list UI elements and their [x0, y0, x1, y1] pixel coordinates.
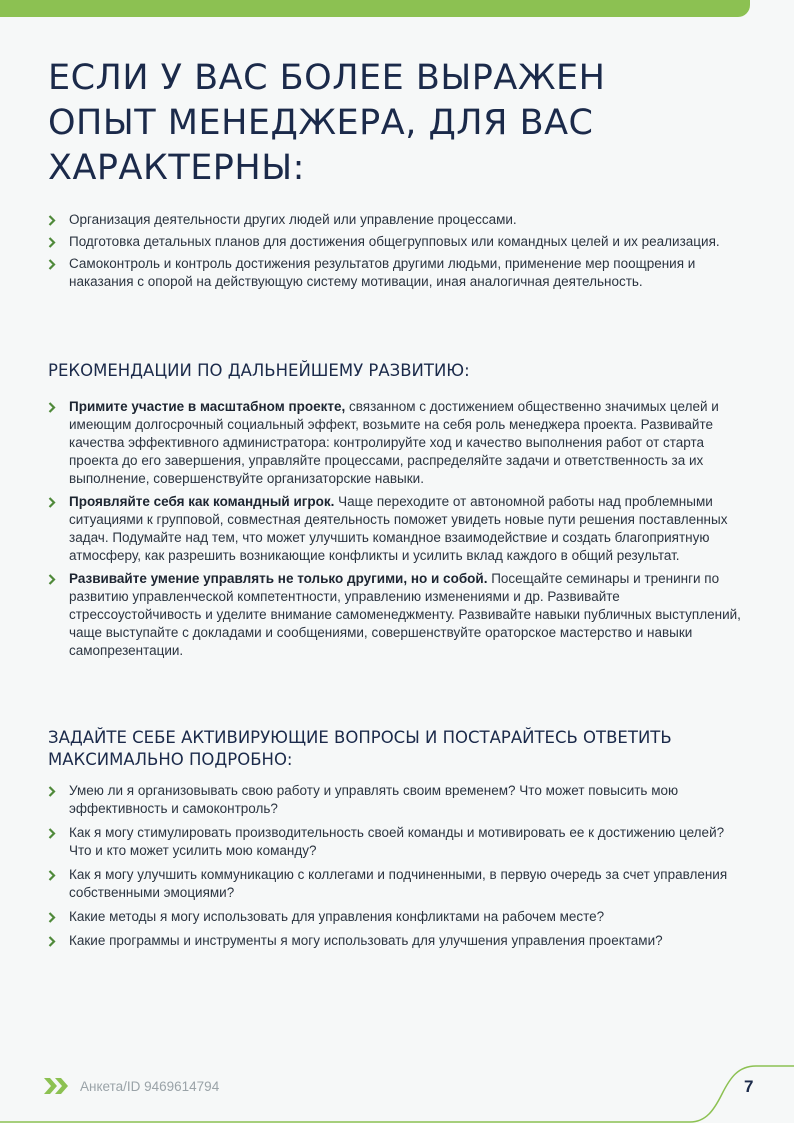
- chevron-right-icon: [48, 932, 58, 950]
- questions-heading: ЗАДАЙТЕ СЕБЕ АКТИВИРУЮЩИЕ ВОПРОСЫ И ПОСТАРАЙТЕСЬ ОТВЕТИТЬ МАКСИМАЛЬНО ПОДРОБНО:: [48, 728, 672, 769]
- recommendation-bold: Примите участие в масштабном проекте,: [69, 399, 346, 414]
- chevron-right-icon: [48, 233, 58, 251]
- list-item: [48, 493, 748, 565]
- chevron-right-icon: [48, 211, 58, 229]
- recommendation-text: связанном с достижением общественно значимых целей и имеющим долгосрочный социальный эффект, возьмите на себя роль менеджера проекта. Развивайте качества эффективного администратора: контролируйте ход и качество выполнения работ от старта проекта до его завершения, управляйте процессами, распределяйте задачи и ответственность за их выполнение, совершенствуйте организаторские навыки.: [69, 399, 719, 486]
- chevron-right-icon: [48, 908, 58, 926]
- page-number: 7: [744, 1077, 754, 1096]
- trait-text: Самоконтроль и контроль достижения результатов другими людьми, применение мер поощрения и наказания с опорой на действующую систему мотивации, иная аналогичная деятельность.: [69, 256, 696, 289]
- recommendation-bold: Развивайте умение управлять не только другими, но и собой.: [69, 571, 488, 586]
- recommendation-text: Посещайте семинары и тренинги по развитию управленческой компетентности, управлению изменениями и др. Развивайте стрессоустойчивость и уделите внимание самоменеджменту. Развивайте навыки публичных выступлений, чаще выступайте с докладами и сообщениями, совершенствуйте ораторское мастерство и навыки самопрезентации.: [69, 571, 741, 658]
- list-item: [48, 255, 748, 291]
- question-text: Умею ли я организовывать свою работу и управлять своим временем? Что может повысить мою эффективность и самоконтроль?: [69, 783, 679, 816]
- list-item: [48, 570, 748, 660]
- trait-text: Организация деятельности других людей или управление процессами.: [69, 212, 517, 227]
- chevron-right-icon: [48, 255, 58, 273]
- chevron-right-icon: [48, 782, 58, 800]
- double-chevron-icon: [44, 1077, 70, 1095]
- list-item: [48, 398, 748, 488]
- list-item: [48, 932, 748, 950]
- question-text: Какие программы и инструменты я могу использовать для улучшения управления проектами?: [69, 933, 663, 948]
- footer-id: Анкета/ID 9469614794: [80, 1079, 220, 1094]
- page-title: ЕСЛИ У ВАС БОЛЕЕ ВЫРАЖЕН ОПЫТ МЕНЕДЖЕРА, ДЛЯ ВАС ХАРАКТЕРНЫ:: [48, 58, 606, 188]
- trait-text: Подготовка детальных планов для достижения общегрупповых или командных целей и их реализация.: [69, 234, 720, 249]
- question-text: Как я могу улучшить коммуникацию с коллегами и подчиненными, в первую очередь за счет управления собственными эмоциями?: [69, 867, 728, 900]
- chevron-right-icon: [48, 398, 58, 416]
- list-item: [48, 866, 748, 902]
- question-text: Какие методы я могу использовать для управления конфликтами на рабочем месте?: [69, 909, 605, 924]
- recommendation-text: Чаще переходите от автономной работы над проблемными ситуациями к групповой, совместная деятельность поможет увидеть новые пути решения поставленных задач. Подумайте над тем, что может улучшить командное взаимодействие и создать благоприятную атмосферу, как разрешить возникающие конфликты и усилить вклад каждого в общий результат.: [69, 494, 728, 563]
- chevron-right-icon: [48, 570, 58, 588]
- recommendation-bold: Проявляйте себя как командный игрок.: [69, 494, 335, 509]
- chevron-right-icon: [48, 493, 58, 511]
- list-item: [48, 908, 748, 926]
- chevron-right-icon: [48, 866, 58, 884]
- questions-list: [48, 782, 748, 950]
- list-item: [48, 782, 748, 818]
- list-item: [48, 211, 748, 229]
- chevron-right-icon: [48, 824, 58, 842]
- traits-list: [48, 211, 748, 291]
- recommendations-heading: РЕКОМЕНДАЦИИ ПО ДАЛЬНЕЙШЕМУ РАЗВИТИЮ:: [48, 361, 470, 380]
- list-item: [48, 233, 748, 251]
- question-text: Как я могу стимулировать производительность своей команды и мотивировать ее к достижению целей? Что и кто может усилить мою команду?: [69, 825, 725, 858]
- top-accent-bar: [0, 0, 750, 17]
- list-item: [48, 824, 748, 860]
- recommendations-list: [48, 398, 748, 660]
